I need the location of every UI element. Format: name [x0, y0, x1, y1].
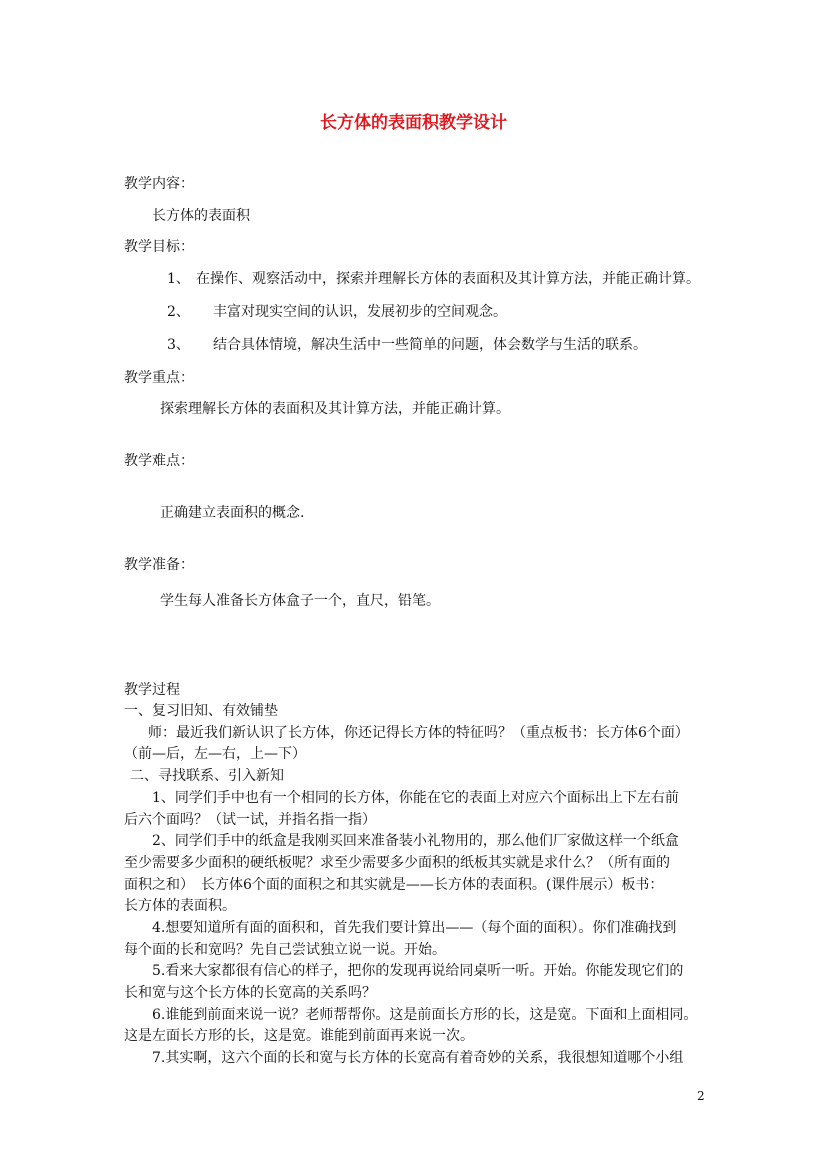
- process-line: 师：最近我们新认识了长方体，你还记得长方体的特征吗？（重点板书：长方体6个面）: [148, 725, 689, 741]
- process-line: 5.看来大家都很有信心的样子，把你的发现再说给同桌听一听。开始。你能发现它们的: [152, 963, 684, 979]
- process-line: 后六个面吗？（试一试，并指名指一指）: [124, 812, 376, 828]
- process-line: 一、复习旧知、有效铺垫: [124, 703, 278, 719]
- content-heading: 教学内容：: [124, 176, 194, 192]
- goal-text: 丰富对现实空间的认识，发展初步的空间观念。: [213, 304, 507, 320]
- process-line: 长方体的表面积。: [124, 898, 236, 914]
- process-line: 面积之和） 长方体6个面的面积之和其实就是——长方体的表面积。(课件展示）板书：: [124, 877, 664, 893]
- difficulty-text: 正确建立表面积的概念.: [160, 505, 305, 521]
- process-line: 7.其实啊，这六个面的长和宽与长方体的长宽高有着奇妙的关系，我很想知道哪个小组: [152, 1050, 684, 1066]
- document-title: 长方体的表面积教学设计: [320, 113, 507, 133]
- process-line: 至少需要多少面积的硬纸板呢？求至少需要多少面积的纸板其实就是求什么？（所有面的: [124, 855, 670, 871]
- process-line: 每个面的长和宽吗？先自己尝试独立说一说。开始。: [124, 942, 446, 958]
- process-line: 4.想要知道所有面的面积和，首先我们要计算出——（每个面的面积）。你们准确找到: [152, 920, 677, 936]
- process-line: 这是左面长方形的长，这是宽。谁能到前面再来说一次。: [124, 1028, 474, 1044]
- goal-number: 3、: [167, 337, 190, 353]
- difficulty-heading: 教学难点：: [124, 453, 194, 469]
- page-number: 2: [697, 1089, 705, 1103]
- goal-number: 1、: [167, 271, 190, 287]
- process-line: 长和宽与这个长方体的长宽高的关系吗？: [124, 985, 376, 1001]
- process-line: （前—后，左—右，上—下）: [124, 746, 306, 762]
- key-text: 探索理解长方体的表面积及其计算方法，并能正确计算。: [160, 401, 510, 417]
- goal-text: 在操作、观察活动中，探索并理解长方体的表面积及其计算方法，并能正确计算。: [196, 271, 700, 287]
- content-text: 长方体的表面积: [152, 208, 250, 224]
- key-heading: 教学重点：: [124, 370, 194, 386]
- process-line: 2、同学们手中的纸盒是我刚买回来准备装小礼物用的，那么他们厂家做这样一个纸盒: [152, 833, 679, 849]
- process-line: 1、同学们手中也有一个相同的长方体，你能在它的表面上对应六个面标出上下左右前: [152, 790, 679, 806]
- prep-heading: 教学准备：: [124, 557, 194, 573]
- prep-text: 学生每人准备长方体盒子一个，直尺，铅笔。: [160, 593, 440, 609]
- process-heading: 教学过程: [124, 682, 180, 698]
- goals-heading: 教学目标：: [124, 239, 194, 255]
- process-line: 6.谁能到前面来说一说？老师帮帮你。这是前面长方形的长，这是宽。下面和上面相同。: [152, 1007, 698, 1023]
- goal-text: 结合具体情境，解决生活中一些简单的问题，体会数学与生活的联系。: [213, 337, 647, 353]
- process-line: 二、寻找联系、引入新知: [130, 768, 284, 784]
- goal-number: 2、: [167, 304, 190, 320]
